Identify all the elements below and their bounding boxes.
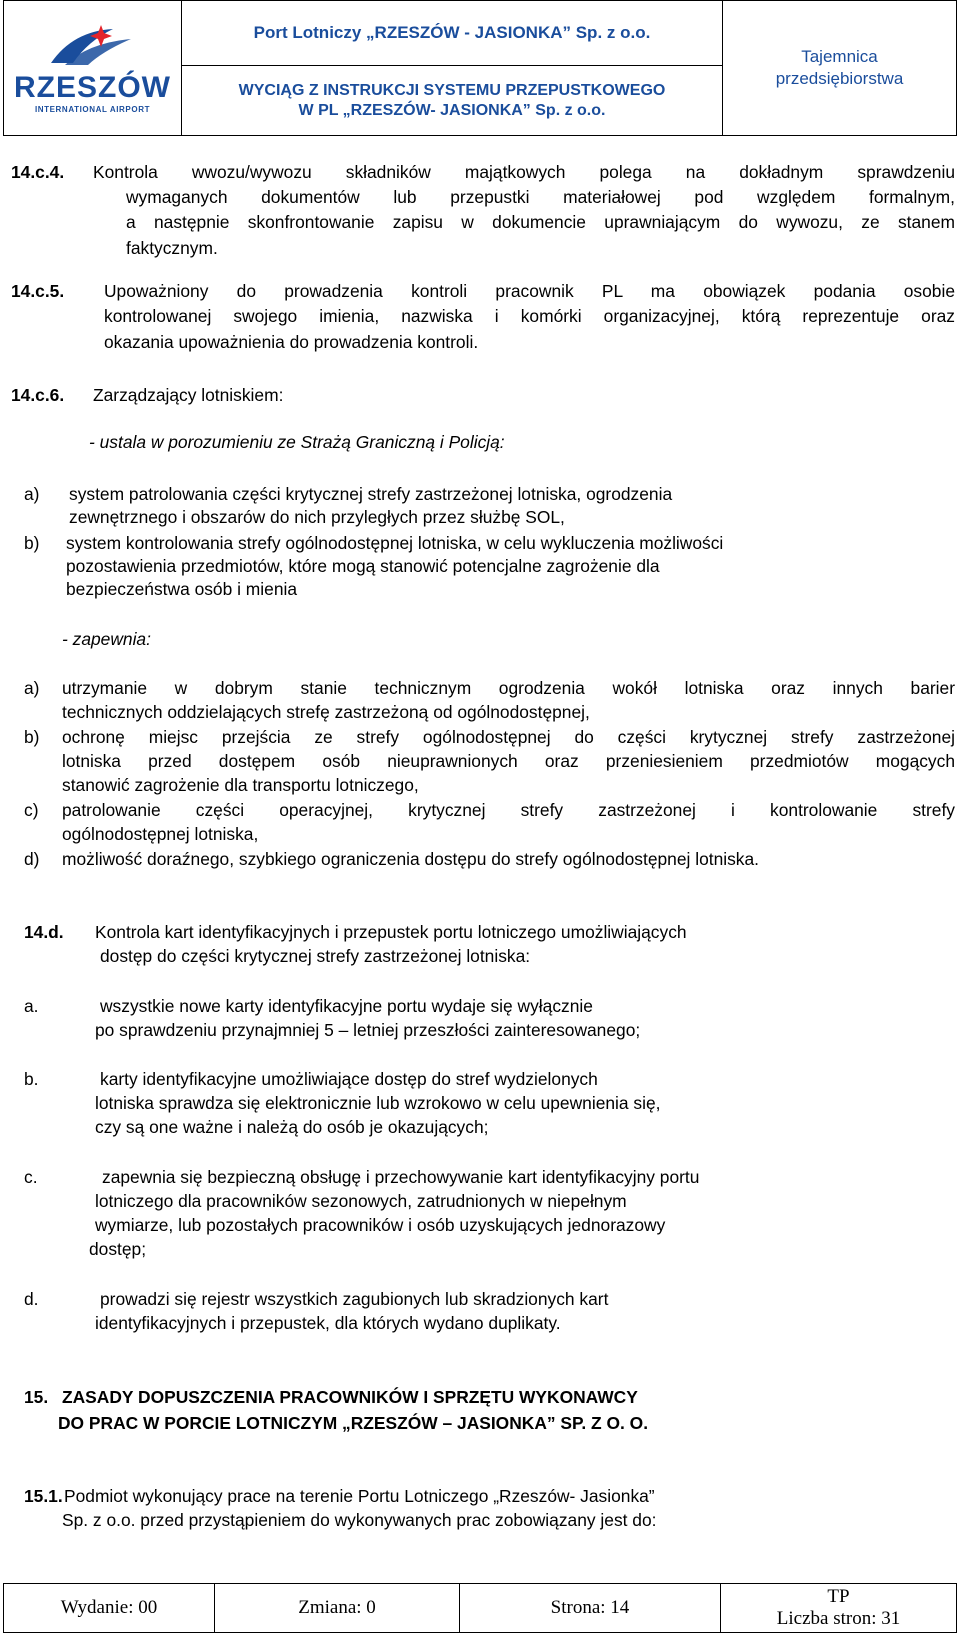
- logo-subtitle: INTERNATIONAL AIRPORT: [34, 104, 151, 114]
- list-item-line: ogólnodostępnej lotniska,: [62, 824, 259, 844]
- list-item-line: stanowić zagrożenie dla transportu lotniczego,: [62, 775, 419, 795]
- subtitle-line-2: W PL „RZESZÓW- JASIONKA” Sp. z o.o.: [298, 102, 606, 119]
- list-item-line: patrolowanie części operacyjnej, krytycznej strefy zastrzeżonej i kontrolowanie strefy: [62, 800, 955, 820]
- list-item-line: lotniska sprawdza się elektronicznie lub wzrokowo w celu upewnienia się,: [95, 1093, 661, 1113]
- list-marker: d): [24, 849, 40, 869]
- document-footer: [3, 1583, 957, 1633]
- section-number: 14.c.6.: [11, 385, 65, 405]
- list-item-line: możliwość doraźnego, szybkiego ograniczenia dostępu do strefy ogólnodostępnej lotniska.: [62, 849, 760, 869]
- list-item-line: technicznych oddzielających strefę zastrzeżoną od ogólnodostępnej,: [62, 702, 590, 722]
- section-heading: ZASADY DOPUSZCZENIA PRACOWNIKÓW I SPRZĘTU WYKONAWCY: [62, 1387, 638, 1407]
- confidential-line-1: Tajemnica: [801, 47, 878, 66]
- list-item-line: prowadzi się rejestr wszystkich zagubionych lub skradzionych kart: [100, 1289, 609, 1309]
- list-item-line: system kontrolowania strefy ogólnodostępnej lotniska, w celu wykluczenia możliwości: [66, 533, 724, 553]
- list-item-line: po sprawdzeniu przynajmniej 5 – letniej przeszłości zainteresowanego;: [95, 1020, 641, 1040]
- section-number: 15.: [24, 1387, 49, 1407]
- section-number: 14.d.: [24, 922, 64, 942]
- paragraph-line: Upoważniony do prowadzenia kontroli pracownik PL ma obowiązek podania osobie: [104, 281, 955, 301]
- list-item-line: wymiarze, lub pozostałych pracowników i osób uzyskujących jednorazowy: [95, 1215, 666, 1235]
- paragraph-line: Kontrola wwozu/wywozu składników majątkowych polega na dokładnym sprawdzeniu: [93, 162, 955, 182]
- list-item-line: identyfikacyjnych i przepustek, dla których wydano duplikaty.: [95, 1313, 561, 1333]
- confidential-line-2: przedsiębiorstwa: [775, 69, 904, 88]
- list-item-line: zapewnia się bezpieczną obsługę i przechowywanie kart identyfikacyjny portu: [102, 1167, 700, 1187]
- section-number: 14.c.4.: [11, 162, 65, 182]
- list-item-line: ochronę miejsc przejścia ze strefy ogólnodostępnej do części krytycznej strefy zastrzeżonej: [62, 727, 955, 747]
- paragraph-line: okazania upoważnienia do prowadzenia kontroli.: [104, 332, 479, 352]
- paragraph-line: faktycznym.: [126, 238, 218, 258]
- logo-cell: [4, 1, 182, 135]
- paragraph-line: Kontrola kart identyfikacyjnych i przepustek portu lotniczego umożliwiających: [95, 922, 687, 942]
- list-item-line: karty identyfikacyjne umożliwiające dostęp do stref wydzielonych: [100, 1069, 598, 1089]
- document-header: [3, 0, 957, 136]
- list-item-line: pozostawienia przedmiotów, które mogą stanowić potencjalne zagrożenie dla: [66, 556, 660, 576]
- paragraph-line: Podmiot wykonujący prace na terenie Portu Lotniczego „Rzeszów- Jasionka”: [64, 1486, 655, 1506]
- section-number: 14.c.5.: [11, 281, 65, 301]
- subheading: - zapewnia:: [62, 629, 151, 649]
- list-item-line: wszystkie nowe karty identyfikacyjne portu wydaje się wyłącznie: [100, 996, 593, 1016]
- list-marker: c.: [24, 1167, 38, 1187]
- paragraph-line: Sp. z o.o. przed przystąpieniem do wykonywanych prac zobowiązany jest do:: [62, 1510, 657, 1530]
- list-marker: a): [24, 484, 40, 504]
- footer-edition: Wydanie: 00: [4, 1584, 215, 1632]
- list-item-line: dostęp;: [89, 1239, 147, 1259]
- list-marker: c): [24, 800, 39, 820]
- footer-change: Zmiana: 0: [215, 1584, 460, 1632]
- list-marker: a): [24, 678, 40, 698]
- list-item-line: utrzymanie w dobrym stanie technicznym ogrodzenia wokół lotniska oraz innych barier: [62, 678, 955, 698]
- subheading: - ustala w porozumieniu ze Strażą Graniczną i Policją:: [89, 432, 505, 452]
- list-item-line: czy są one ważne i należą do osób je okazujących;: [95, 1117, 489, 1137]
- logo-wordmark: RZESZÓW: [14, 70, 171, 104]
- list-item-line: lotniska przed dostępem osób nieuprawnionych oraz przeniesieniem przedmiotów mogących: [62, 751, 955, 771]
- list-marker: a.: [24, 996, 39, 1016]
- list-item-line: system patrolowania części krytycznej strefy zastrzeżonej lotniska, ogrodzenia: [69, 484, 673, 504]
- footer-pages-cell: [721, 1584, 956, 1632]
- section-title: Zarządzający lotniskiem:: [93, 385, 284, 405]
- airport-logo-icon: [43, 23, 143, 73]
- list-item-line: lotniczego dla pracowników sezonowych, zatrudnionych w niepełnym: [95, 1191, 627, 1211]
- list-marker: b.: [24, 1069, 39, 1089]
- section-heading: DO PRAC W PORCIE LOTNICZYM „RZESZÓW – JASIONKA” SP. Z O. O.: [58, 1413, 649, 1433]
- list-item-line: zewnętrznego i obszarów do nich przyległych przez służbę SOL,: [69, 507, 565, 527]
- paragraph-line: kontrolowanej swojego imienia, nazwiska i komórki organizacyjnej, którą reprezentuje oraz: [104, 306, 955, 326]
- list-item-line: bezpieczeństwa osób i mienia: [66, 579, 298, 599]
- footer-tp: TP: [827, 1586, 850, 1607]
- section-number: 15.1.: [24, 1486, 63, 1506]
- document-subtitle: [182, 81, 722, 121]
- header-divider: [182, 65, 722, 66]
- paragraph-line: a następnie skonfrontowanie zapisu w dokumencie uprawniającym do wywozu, ze stanem: [126, 212, 955, 232]
- list-marker: b): [24, 533, 40, 553]
- list-marker: d.: [24, 1289, 39, 1309]
- company-title: Port Lotniczy „RZESZÓW - JASIONKA” Sp. z o.o.: [253, 23, 651, 42]
- footer-page-count: Liczba stron: 31: [776, 1608, 901, 1629]
- paragraph-line: dostęp do części krytycznej strefy zastrzeżonej lotniska:: [100, 946, 531, 966]
- subtitle-line-1: WYCIĄG Z INSTRUKCJI SYSTEMU PRZEPUSTKOWEGO: [238, 82, 666, 99]
- paragraph-line: wymaganych dokumentów lub przepustki materiałowej pod względem formalnym,: [126, 187, 955, 207]
- footer-page: Strona: 14: [460, 1584, 721, 1632]
- list-marker: b): [24, 727, 40, 747]
- confidential-cell: [723, 1, 956, 135]
- title-cell: [182, 1, 723, 135]
